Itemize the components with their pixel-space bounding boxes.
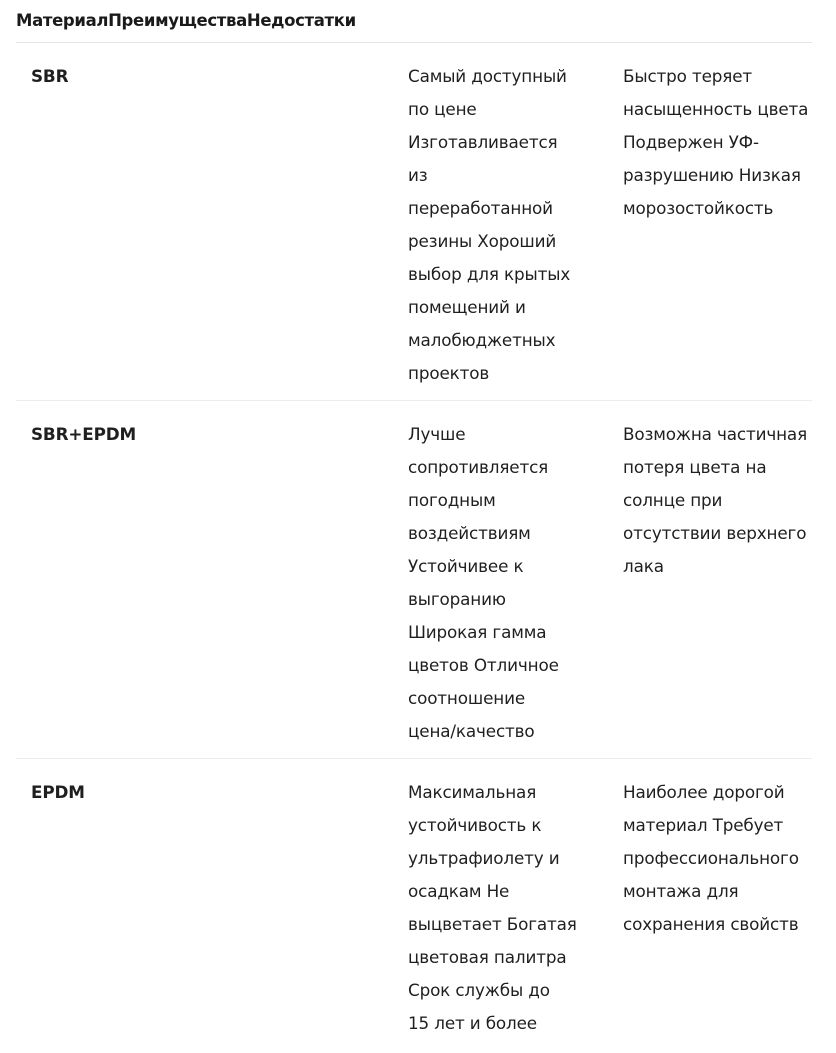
- table-row: [16, 401, 812, 759]
- pros-line: помещений и: [408, 297, 526, 317]
- pros-line: соотношение: [408, 688, 526, 708]
- pros-line: Широкая гамма: [408, 622, 547, 642]
- pros-line: Максимальная: [408, 782, 537, 802]
- cons-line: отсутствии верхнего: [623, 523, 807, 543]
- pros-line: выцветает Богатая: [408, 914, 577, 934]
- cons-line: Подвержен УФ-: [623, 132, 759, 152]
- pros-cell: [408, 60, 588, 390]
- pros-line: устойчивость к: [408, 815, 542, 835]
- cons-line: Быстро теряет: [623, 66, 753, 86]
- cons-cell: [623, 60, 815, 225]
- pros-line: Самый доступный: [408, 66, 567, 86]
- pros-line: ультрафиолету и: [408, 848, 560, 868]
- cons-line: морозостойкость: [623, 198, 774, 218]
- pros-line: выгоранию: [408, 589, 506, 609]
- cons-line: солнце при: [623, 490, 723, 510]
- table-row: [16, 43, 812, 401]
- pros-line: резины Хороший: [408, 231, 557, 251]
- material-cell: SBR+EPDM: [31, 424, 137, 444]
- material-cell: EPDM: [31, 782, 85, 802]
- pros-line: из: [408, 165, 428, 185]
- material-cell: SBR: [31, 66, 69, 86]
- pros-line: погодным: [408, 490, 496, 510]
- cons-line: лака: [623, 556, 664, 576]
- table-header-text: МатериалПреимуществаНедостатки: [16, 11, 356, 30]
- pros-line: сопротивляется: [408, 457, 549, 477]
- cons-line: материал Требует: [623, 815, 784, 835]
- cons-cell: [623, 418, 815, 583]
- pros-line: воздействиям: [408, 523, 531, 543]
- cons-line: профессионального: [623, 848, 799, 868]
- pros-line: выбор для крытых: [408, 264, 571, 284]
- cons-line: Наиболее дорогой: [623, 782, 785, 802]
- pros-line: Изготавливается: [408, 132, 558, 152]
- pros-cell: [408, 776, 588, 1040]
- cons-line: насыщенность цвета: [623, 99, 809, 119]
- pros-line: проектов: [408, 363, 490, 383]
- cons-line: потеря цвета на: [623, 457, 767, 477]
- pros-line: Устойчивее к: [408, 556, 524, 576]
- cons-line: разрушению Низкая: [623, 165, 801, 185]
- pros-line: малобюджетных: [408, 330, 556, 350]
- pros-line: Срок службы до: [408, 980, 550, 1000]
- cons-line: сохранения свойств: [623, 914, 799, 934]
- pros-line: по цене: [408, 99, 477, 119]
- table-header: [16, 9, 812, 43]
- pros-cell: [408, 418, 588, 748]
- cons-cell: [623, 776, 815, 941]
- pros-line: переработанной: [408, 198, 553, 218]
- pros-line: Лучше: [408, 424, 466, 444]
- pros-line: осадкам Не: [408, 881, 510, 901]
- cons-line: монтажа для: [623, 881, 739, 901]
- pros-line: цена/качество: [408, 721, 535, 741]
- table-row: [16, 759, 812, 1053]
- cons-line: Возможна частичная: [623, 424, 808, 444]
- pros-line: цветов Отличное: [408, 655, 559, 675]
- pros-line: 15 лет и более: [408, 1013, 537, 1033]
- pros-line: цветовая палитра: [408, 947, 567, 967]
